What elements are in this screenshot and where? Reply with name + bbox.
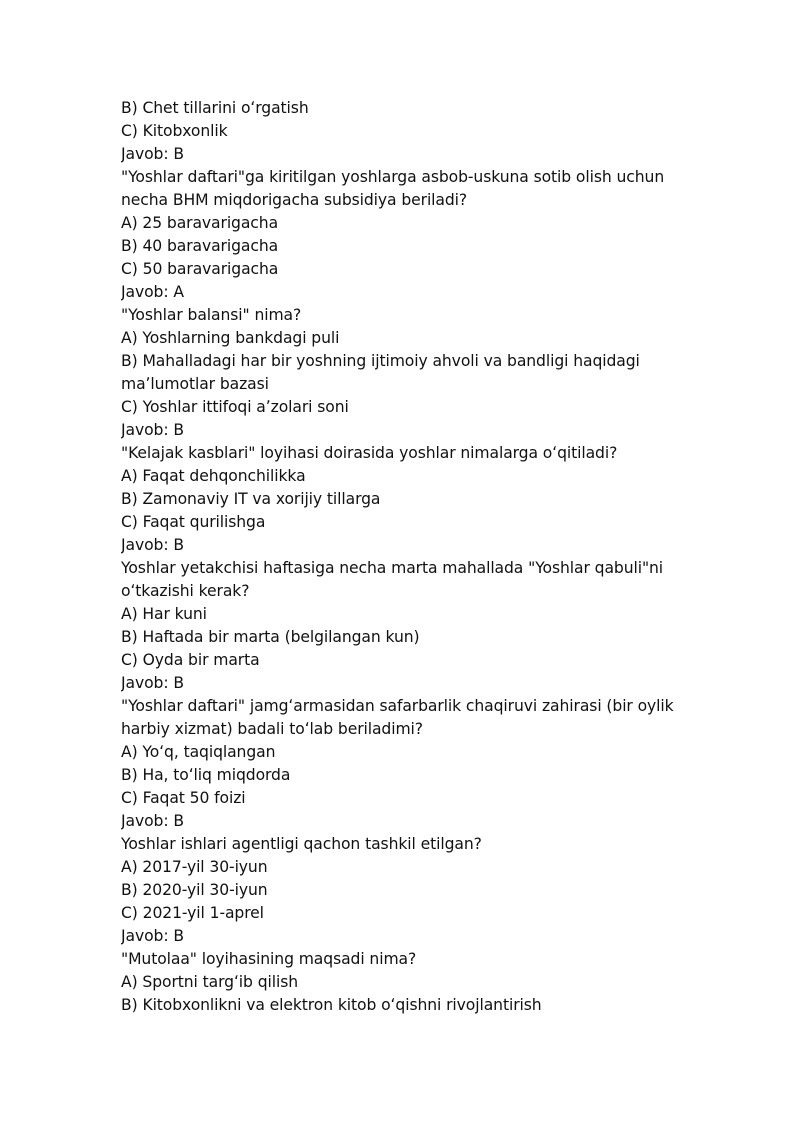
text-line: Javob: B bbox=[121, 421, 184, 439]
text-line: Javob: B bbox=[121, 674, 184, 692]
text-line: C) Oyda bir marta bbox=[121, 651, 260, 669]
text-line: B) Zamonaviy IT va xorijiy tillarga bbox=[121, 490, 381, 508]
text-line: B) Haftada bir marta (belgilangan kun) bbox=[121, 628, 420, 646]
text-line: A) 2017-yil 30-iyun bbox=[121, 858, 268, 876]
text-line: necha BHM miqdorigacha subsidiya beriladi? bbox=[121, 191, 468, 209]
text-line: B) 2020-yil 30-iyun bbox=[121, 881, 268, 899]
text-line: C) 2021-yil 1-aprel bbox=[121, 904, 264, 922]
text-line: A) Sportni targʻib qilish bbox=[121, 973, 298, 991]
text-line: A) 25 baravarigacha bbox=[121, 214, 279, 232]
text-line: Javob: B bbox=[121, 812, 184, 830]
text-line: Javob: B bbox=[121, 927, 184, 945]
text-line: oʻtkazishi kerak? bbox=[121, 582, 250, 600]
text-line: C) Yoshlar ittifoqi aʼzolari soni bbox=[121, 398, 349, 416]
text-line: harbiy xizmat) badali toʻlab beriladimi? bbox=[121, 720, 423, 738]
text-line: A) Faqat dehqonchilikka bbox=[121, 467, 306, 485]
text-line: B) Mahalladagi har bir yoshning ijtimoiy ahvoli va bandligi haqidagi bbox=[121, 352, 640, 370]
text-line: A) Yoshlarning bankdagi puli bbox=[121, 329, 340, 347]
text-line: Yoshlar ishlari agentligi qachon tashkil etilgan? bbox=[121, 835, 482, 853]
text-line: C) Faqat qurilishga bbox=[121, 513, 266, 531]
document-text bbox=[121, 97, 701, 1017]
text-line: Yoshlar yetakchisi haftasiga necha marta mahallada "Yoshlar qabuli"ni bbox=[121, 559, 664, 577]
text-line: "Yoshlar daftari"ga kiritilgan yoshlarga asbob-uskuna sotib olish uchun bbox=[121, 168, 665, 186]
text-line: B) Chet tillarini oʻrgatish bbox=[121, 99, 309, 117]
text-line: C) Kitobxonlik bbox=[121, 122, 228, 140]
text-line: "Yoshlar balansi" nima? bbox=[121, 306, 302, 324]
text-line: C) 50 baravarigacha bbox=[121, 260, 279, 278]
text-line: Javob: B bbox=[121, 145, 184, 163]
text-line: A) Har kuni bbox=[121, 605, 207, 623]
text-line: Javob: A bbox=[121, 283, 184, 301]
text-line: B) 40 baravarigacha bbox=[121, 237, 279, 255]
text-line: A) Yoʻq, taqiqlangan bbox=[121, 743, 276, 761]
text-line: C) Faqat 50 foizi bbox=[121, 789, 246, 807]
text-line: "Kelajak kasblari" loyihasi doirasida yoshlar nimalarga oʻqitiladi? bbox=[121, 444, 618, 462]
text-line: B) Ha, toʻliq miqdorda bbox=[121, 766, 291, 784]
text-line: B) Kitobxonlikni va elektron kitob oʻqishni rivojlantirish bbox=[121, 996, 542, 1014]
text-line: maʼlumotlar bazasi bbox=[121, 375, 269, 393]
text-line: Javob: B bbox=[121, 536, 184, 554]
text-line: "Mutolaa" loyihasining maqsadi nima? bbox=[121, 950, 417, 968]
text-line: "Yoshlar daftari" jamgʻarmasidan safarbarlik chaqiruvi zahirasi (bir oylik bbox=[121, 697, 674, 715]
